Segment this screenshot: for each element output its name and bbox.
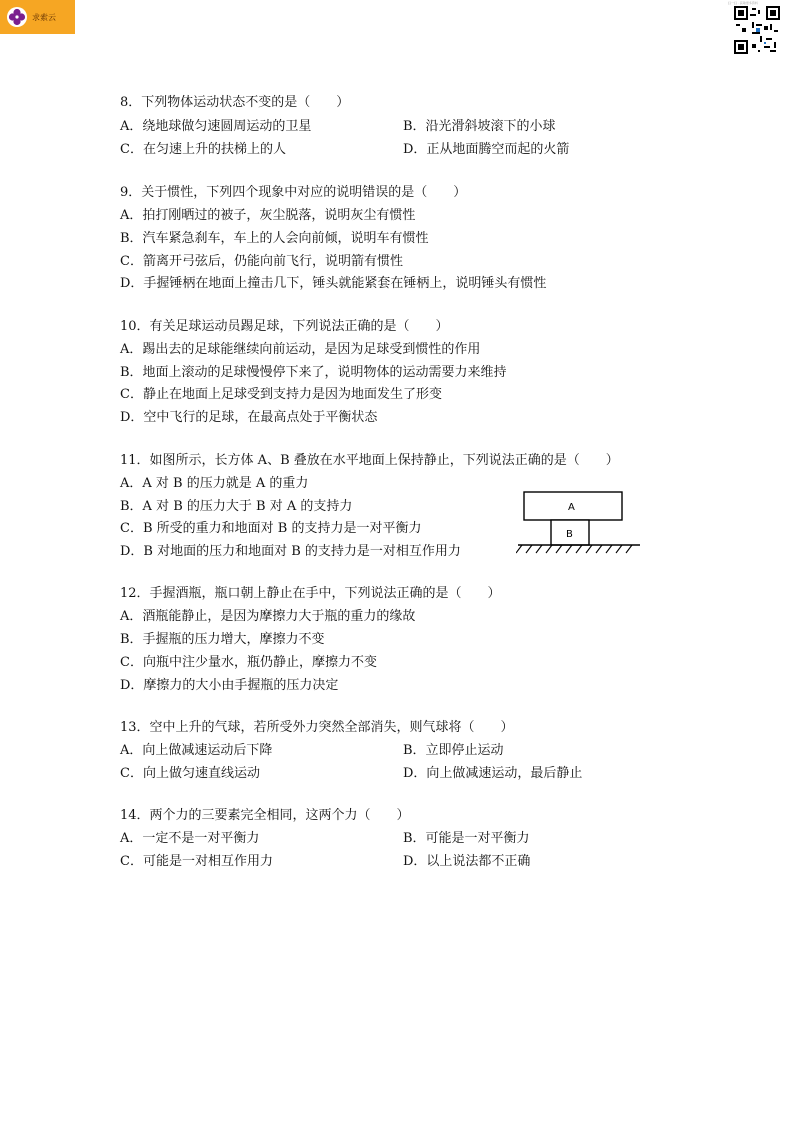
question-11-option-a: A．A 对 B 的压力就是 A 的重力 (120, 476, 309, 491)
question-14-option-a: A．一定不是一对平衡力 (120, 831, 260, 846)
stacked-blocks-figure (516, 486, 644, 558)
question-14-option-c: C．可能是一对相互作用力 (120, 854, 273, 869)
qr-caption: 扫一扫 · 获取更多资料 (728, 1, 758, 5)
question-8-option-c: C．在匀速上升的扶梯上的人 (120, 142, 286, 157)
question-10-stem: 10．有关足球运动员踢足球，下列说法正确的是（ ） (120, 319, 449, 334)
ground-hatching (516, 545, 632, 553)
question-13-option-b: B．立即停止运动 (403, 743, 504, 758)
question-9-option-d: D．手握锤柄在地面上撞击几下，锤头就能紧套在锤柄上，说明锤头有惯性 (120, 276, 547, 291)
question-9-option-a: A．拍打刚晒过的被子，灰尘脱落，说明灰尘有惯性 (120, 208, 416, 223)
question-9-stem: 9．关于惯性，下列四个现象中对应的说明错误的是（ ） (120, 185, 467, 200)
question-8-option-a: A．绕地球做匀速圆周运动的卫星 (120, 119, 312, 134)
site-logo[interactable] (0, 0, 75, 34)
question-12-option-a: A．酒瓶能静止，是因为摩擦力大于瓶的重力的缘故 (120, 609, 416, 624)
question-10-option-a: A．踢出去的足球能继续向前运动，是因为足球受到惯性的作用 (120, 342, 481, 357)
question-13-option-c: C．向上做匀速直线运动 (120, 766, 260, 781)
question-8-option-d: D．正从地面腾空而起的火箭 (403, 142, 570, 157)
flower-logo-icon (6, 6, 28, 28)
block-b-label: B (566, 529, 573, 540)
question-9-option-b: B．汽车紧急刹车，车上的人会向前倾，说明车有惯性 (120, 231, 429, 246)
question-12-stem: 12．手握酒瓶，瓶口朝上静止在手中，下列说法正确的是（ ） (120, 586, 501, 601)
question-13-option-d: D．向上做减速运动，最后静止 (403, 766, 583, 781)
question-11-option-b: B．A 对 B 的压力大于 B 对 A 的支持力 (120, 499, 353, 514)
question-9-option-c: C．箭离开弓弦后，仍能向前飞行，说明箭有惯性 (120, 254, 403, 269)
question-8-option-b: B．沿光滑斜坡滚下的小球 (403, 119, 556, 134)
question-11-stem: 11．如图所示，长方体 A、B 叠放在水平地面上保持静止，下列说法正确的是（ ） (120, 453, 619, 468)
qr-code-icon[interactable] (734, 6, 780, 54)
question-13-option-a: A．向上做减速运动后下降 (120, 743, 273, 758)
question-11-option-c: C．B 所受的重力和地面对 B 的支持力是一对平衡力 (120, 521, 422, 536)
question-14-option-b: B．可能是一对平衡力 (403, 831, 530, 846)
question-12-option-b: B．手握瓶的压力增大，摩擦力不变 (120, 632, 325, 647)
question-10-option-c: C．静止在地面上足球受到支持力是因为地面发生了形变 (120, 387, 442, 402)
question-11-option-d: D．B 对地面的压力和地面对 B 的支持力是一对相互作用力 (120, 544, 461, 559)
question-12-option-c: C．向瓶中注少量水，瓶仍静止，摩擦力不变 (120, 655, 377, 670)
question-12-option-d: D．摩擦力的大小由手握瓶的压力决定 (120, 678, 339, 693)
question-13-stem: 13．空中上升的气球，若所受外力突然全部消失，则气球将（ ） (120, 720, 514, 735)
question-8-stem: 8．下列物体运动状态不变的是（ ） (120, 95, 350, 110)
question-14-stem: 14．两个力的三要素完全相同，这两个力（ ） (120, 808, 410, 823)
logo-text: 求索云 (32, 12, 56, 22)
question-14-option-d: D．以上说法都不正确 (403, 854, 531, 869)
question-10-option-d: D．空中飞行的足球，在最高点处于平衡状态 (120, 410, 378, 425)
question-10-option-b: B．地面上滚动的足球慢慢停下来了，说明物体的运动需要力来维持 (120, 365, 507, 380)
block-a-label: A (568, 502, 575, 513)
